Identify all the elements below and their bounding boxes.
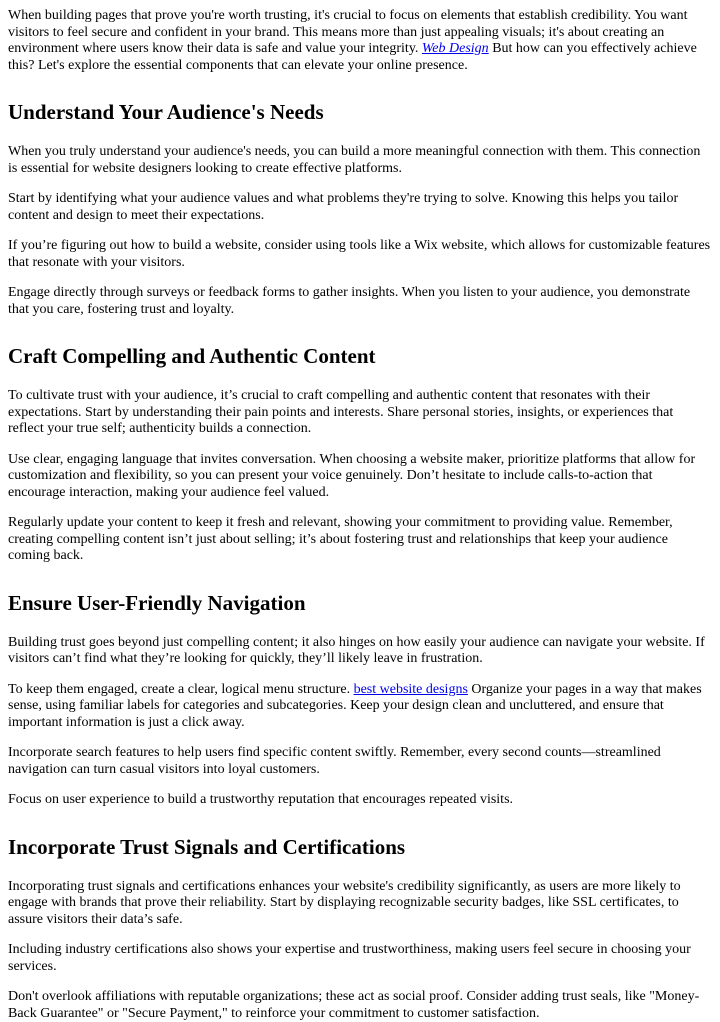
- paragraph-text-after-link: Organize your pages in a way that makes sense, using familiar labels for categories and subcategories. Keep your design clean and uncluttered, and ensure that important information is just a click away.: [8, 682, 702, 730]
- paragraph: Use clear, engaging language that invites conversation. When choosing a website maker, prioritize platforms that allow for customization and flexibility, so you can present your voice genuinely. Don’t hesitate to include calls-to-action that encourage interaction, making your audience feel valued.: [8, 452, 712, 502]
- section-compelling-content: [8, 344, 712, 565]
- paragraph: Incorporate search features to help users find specific content swiftly. Remember, every second counts—streamlined navigation can turn casual visitors into loyal customers.: [8, 745, 712, 778]
- paragraph: Including industry certifications also shows your expertise and trustworthiness, making users feel secure in choosing your services.: [8, 942, 712, 975]
- section-user-friendly-navigation: [8, 591, 712, 809]
- intro-paragraph: [8, 8, 712, 74]
- paragraph-with-link: [8, 682, 712, 732]
- paragraph: When you truly understand your audience's needs, you can build a more meaningful connection with them. This connection is essential for website designers looking to create effective platforms.: [8, 144, 712, 177]
- section-heading: Ensure User-Friendly Navigation: [8, 591, 712, 615]
- best-website-designs-link[interactable]: best website designs: [354, 682, 468, 697]
- paragraph: Regularly update your content to keep it fresh and relevant, showing your commitment to providing value. Remember, creating compelling content isn’t just about selling; it’s about fostering trust and relationships that keep your audience coming back.: [8, 515, 712, 565]
- paragraph: Engage directly through surveys or feedback forms to gather insights. When you listen to your audience, you demonstrate that you care, fostering trust and loyalty.: [8, 285, 712, 318]
- section-heading: Understand Your Audience's Needs: [8, 100, 712, 124]
- paragraph-text-before-link: To keep them engaged, create a clear, logical menu structure.: [8, 682, 354, 697]
- paragraph: Focus on user experience to build a trustworthy reputation that encourages repeated visits.: [8, 792, 712, 809]
- section-heading: Craft Compelling and Authentic Content: [8, 344, 712, 368]
- paragraph: Don't overlook affiliations with reputable organizations; these act as social proof. Consider adding trust seals, like "Money-Back Guarantee" or "Secure Payment," to reinforce your commitment to customer satisfaction.: [8, 989, 712, 1022]
- web-design-link[interactable]: Web Design: [422, 41, 489, 56]
- section-heading: Incorporate Trust Signals and Certifications: [8, 835, 712, 859]
- section-audience-needs: [8, 100, 712, 318]
- intro-text-before-link: When building pages that prove you're worth trusting, it's crucial to focus on elements that establish credibility. You want visitors to feel secure and confident in your brand. This means more than just appealing visuals; it's about creating an environment where users know their data is safe and value your integrity.: [8, 8, 688, 56]
- paragraph: To cultivate trust with your audience, it’s crucial to craft compelling and authentic content that resonates with their expectations. Start by understanding their pain points and interests. Share personal stories, insights, or experiences that reflect your true self; authenticity builds a connection.: [8, 388, 712, 438]
- section-trust-signals: [8, 835, 712, 1022]
- intro-text-after-link: But how can you effectively achieve this? Let's explore the essential components that can elevate your online presence.: [8, 41, 697, 73]
- paragraph: Building trust goes beyond just compelling content; it also hinges on how easily your audience can navigate your website. If visitors can’t find what they’re looking for quickly, they’ll likely leave in frustration.: [8, 635, 712, 668]
- paragraph: Start by identifying what your audience values and what problems they're trying to solve. Knowing this helps you tailor content and design to meet their expectations.: [8, 191, 712, 224]
- paragraph: Incorporating trust signals and certifications enhances your website's credibility significantly, as users are more likely to engage with brands that prove their reliability. Start by displaying recognizable security badges, like SSL certificates, to assure visitors their data’s safe.: [8, 879, 712, 929]
- paragraph: If you’re figuring out how to build a website, consider using tools like a Wix website, which allows for customizable features that resonate with your visitors.: [8, 238, 712, 271]
